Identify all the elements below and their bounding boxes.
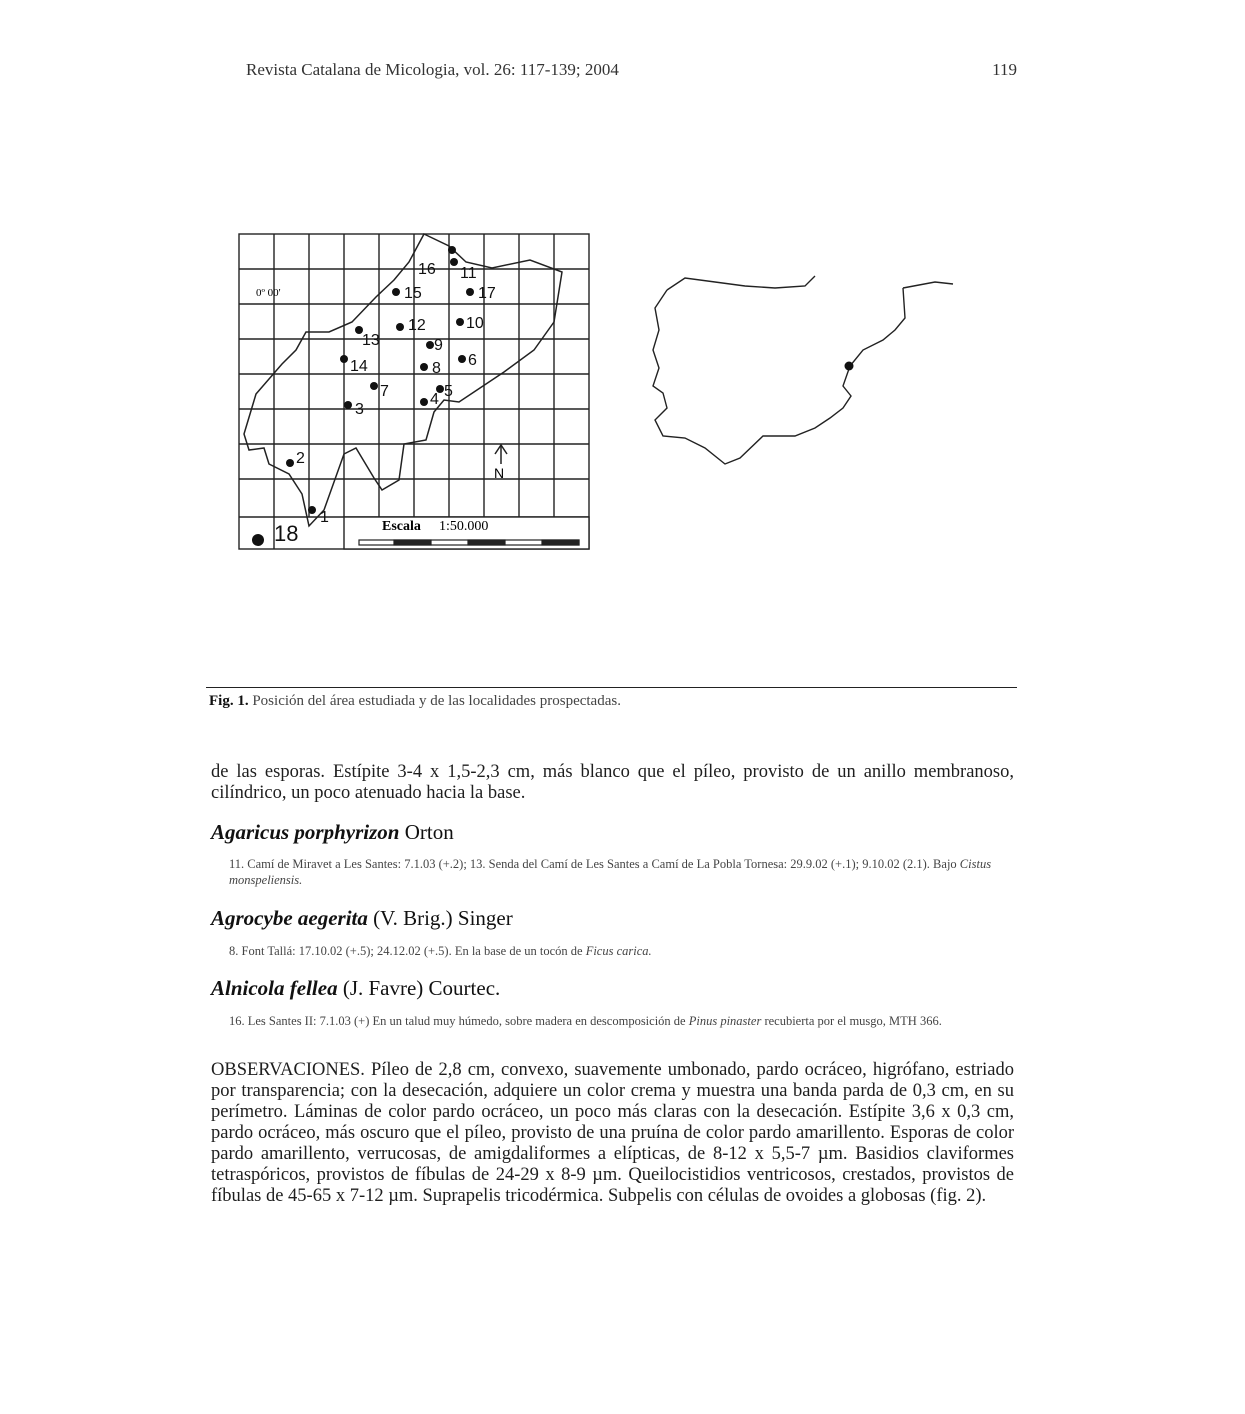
locality-point bbox=[420, 363, 428, 371]
scale-word: Escala bbox=[382, 519, 421, 534]
species-binomial: Agaricus porphyrizon bbox=[211, 820, 400, 844]
locality-label: 7 bbox=[380, 383, 389, 400]
north-label: N bbox=[494, 465, 505, 481]
running-header bbox=[246, 60, 1021, 84]
locality-label: 14 bbox=[350, 358, 368, 375]
locality-points bbox=[252, 246, 496, 546]
locality-point bbox=[308, 506, 316, 514]
journal-citation: Revista Catalana de Micologia, vol. 26: 117-139; 2004 bbox=[246, 60, 619, 79]
locality-point bbox=[396, 323, 404, 331]
coordinate-label: 0º 00' bbox=[256, 287, 281, 299]
locality-label: 1 bbox=[320, 509, 329, 526]
locality-label: 4 bbox=[430, 391, 439, 408]
species-record bbox=[229, 1013, 999, 1029]
locality-point bbox=[458, 355, 466, 363]
locality-label: 6 bbox=[468, 352, 477, 369]
species-author: (V. Brig.) Singer bbox=[373, 906, 513, 930]
locality-label: 17 bbox=[478, 285, 496, 302]
locality-point bbox=[286, 459, 294, 467]
locality-point bbox=[392, 288, 400, 296]
species-heading bbox=[211, 820, 454, 845]
record-host: Ficus carica. bbox=[585, 944, 652, 958]
record-host: Pinus pinaster bbox=[688, 1014, 762, 1028]
locality-label: 13 bbox=[362, 332, 380, 349]
locality-point bbox=[448, 246, 456, 254]
record-text: 8. Font Tallá: 17.10.02 (+.5); 24.12.02 (+.5). En la base de un tocón de bbox=[229, 944, 583, 958]
locality-label: 12 bbox=[408, 317, 426, 334]
species-heading bbox=[211, 976, 500, 1001]
record-text: 11. Camí de Miravet a Les Santes: 7.1.03 (+.2); 13. Senda del Camí de Les Santes a Camí de La Pobla Tornesa: 29.9.02 (+.1); 9.10.02 (2.1). Bajo bbox=[229, 857, 957, 871]
record-host: Cistus monspeliensis. bbox=[229, 857, 992, 887]
locality-label: 3 bbox=[355, 401, 364, 418]
map-grid-lines bbox=[239, 234, 589, 549]
scale-bar bbox=[359, 540, 579, 545]
locality-label: 18 bbox=[274, 521, 299, 546]
locality-label: 2 bbox=[296, 450, 305, 467]
paragraph-continuation: de las esporas. Estípite 3-4 x 1,5-2,3 cm, más blanco que el píleo, provisto de un anillo membranoso, cilíndrico, un poco atenuado hacia la base. bbox=[211, 762, 1014, 803]
study-area-marker bbox=[845, 362, 854, 371]
locality-label: 15 bbox=[404, 285, 422, 302]
study-area-grid-map bbox=[234, 232, 594, 552]
record-tail: recubierta por el musgo, MTH 366. bbox=[764, 1014, 942, 1028]
locality-label: 9 bbox=[434, 337, 443, 354]
study-area-boundary bbox=[244, 234, 562, 526]
figure-caption bbox=[209, 693, 621, 710]
species-record bbox=[229, 856, 999, 888]
locality-point bbox=[466, 288, 474, 296]
species-binomial: Alnicola fellea bbox=[211, 976, 338, 1000]
locality-point bbox=[370, 382, 378, 390]
locality-point bbox=[426, 341, 434, 349]
species-record bbox=[229, 943, 999, 959]
locality-label: 8 bbox=[432, 360, 441, 377]
locality-point bbox=[252, 534, 264, 546]
locality-label: 11 bbox=[460, 265, 477, 282]
record-text: 16. Les Santes II: 7.1.03 (+) En un talud muy húmedo, sobre madera en descomposición de bbox=[229, 1014, 686, 1028]
species-binomial: Agrocybe aegerita bbox=[211, 906, 368, 930]
iberian-peninsula-inset-map bbox=[645, 268, 965, 468]
figure-caption-text: Posición del área estudiada y de las localidades prospectadas. bbox=[252, 693, 621, 709]
caption-rule bbox=[206, 687, 1017, 688]
species-author: (J. Favre) Courtec. bbox=[342, 976, 501, 1000]
locality-point bbox=[344, 401, 352, 409]
paragraph-observaciones: OBSERVACIONES. Píleo de 2,8 cm, convexo, suavemente umbonado, pardo ocráceo, higrófano, estriado por transparencia; con la desecación, adquiere un color crema y muestra una banda parda de 0,3 cm, en su perímetro. Láminas de color pardo ocráceo, un poco más claras con la desecación. Estípite 3,6 x 0,3 cm, pardo ocráceo, más oscuro que el píleo, provisto de una pruína de color pardo amarillento. Esporas de color pardo amarillento, verrucosas, de amigdaliformes a elípticas, de 8-12 x 5,5-7 µm. Basidios claviformes tetraspóricos, provistos de fíbulas de 24-29 x 8-9 µm. Queilocistidios ventricosos, crestados, provistos de fíbulas de 45-65 x 7-12 µm. Suprapelis tricodérmica. Subpelis con células de ovoides a globosas (fig. 2). bbox=[211, 1060, 1014, 1206]
page-number: 119 bbox=[992, 60, 1017, 79]
locality-point bbox=[450, 258, 458, 266]
locality-label: 5 bbox=[444, 383, 453, 400]
iberian-coastline bbox=[653, 276, 953, 464]
locality-label: 16 bbox=[418, 261, 436, 278]
scale-value: 1:50.000 bbox=[439, 519, 489, 534]
locality-point bbox=[456, 318, 464, 326]
locality-point bbox=[340, 355, 348, 363]
species-heading bbox=[211, 906, 513, 931]
species-author: Orton bbox=[404, 820, 454, 844]
north-arrow bbox=[495, 445, 507, 464]
locality-point bbox=[420, 398, 428, 406]
locality-label: 10 bbox=[466, 315, 484, 332]
figure-caption-label: Fig. 1. bbox=[209, 693, 249, 709]
